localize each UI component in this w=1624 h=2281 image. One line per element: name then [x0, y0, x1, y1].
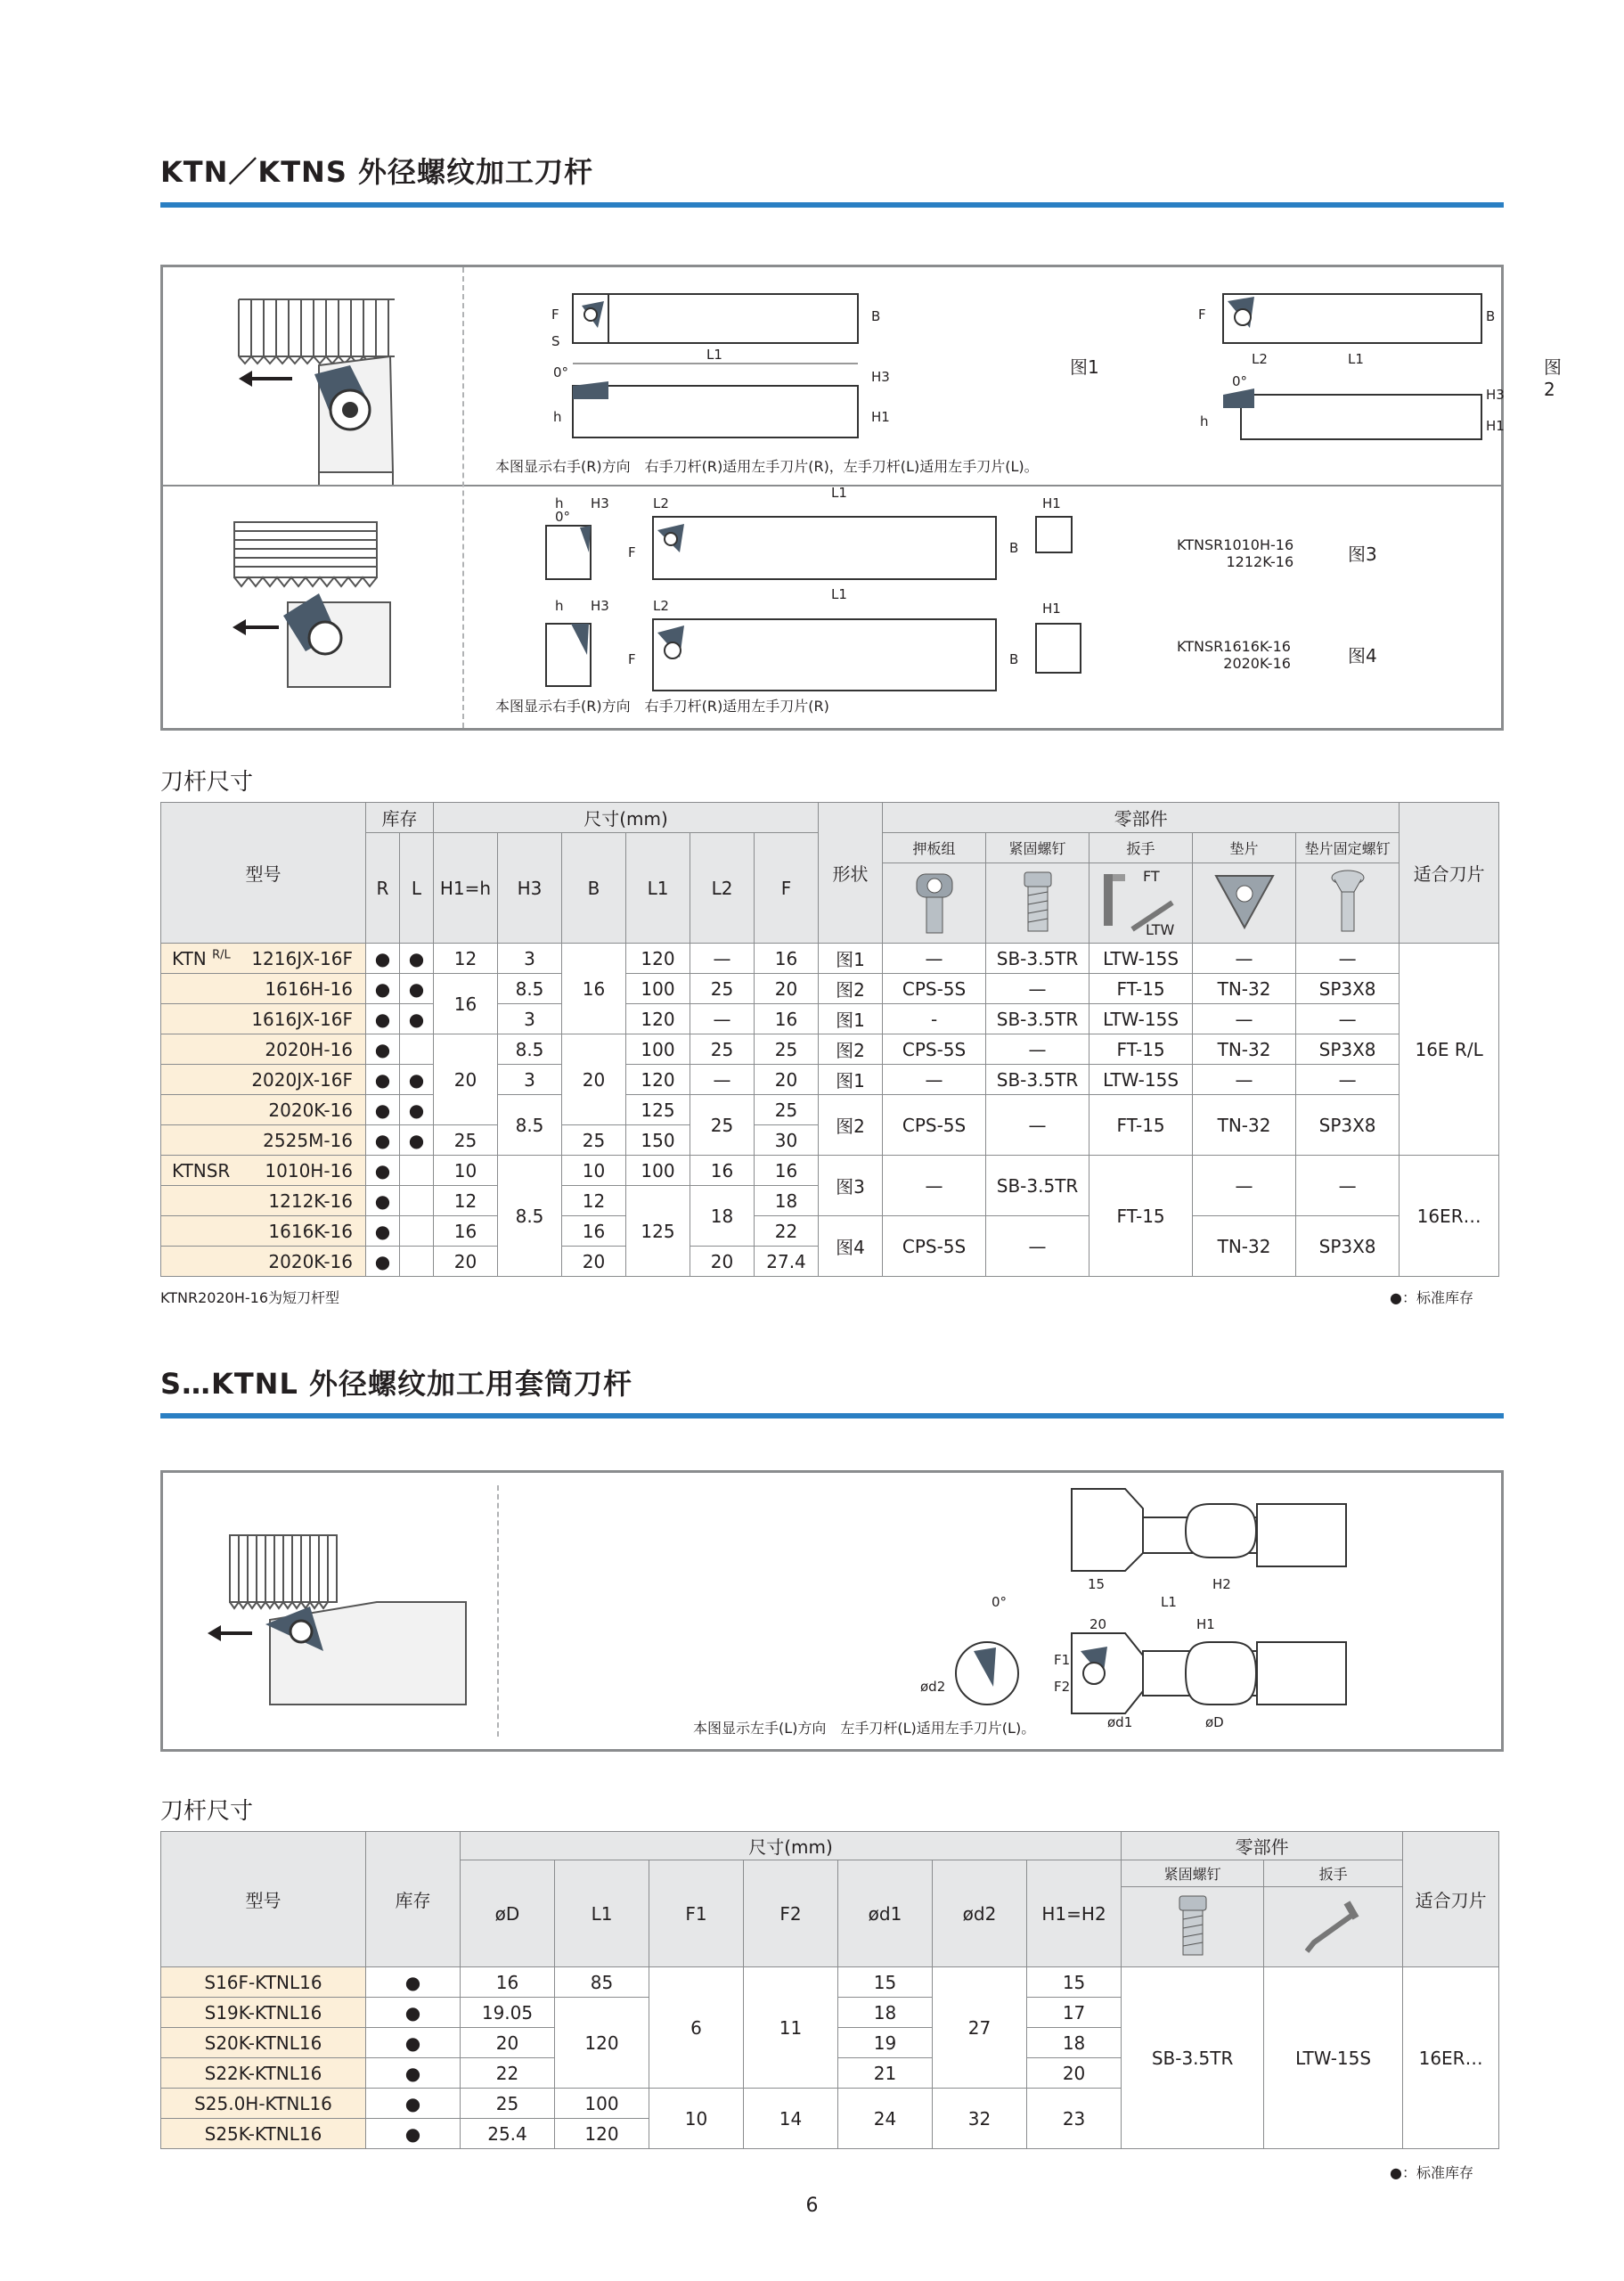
hdr-insert: 适合刀片	[1400, 803, 1499, 944]
svg-text:ød2: ød2	[920, 1679, 946, 1695]
svg-text:øD: øD	[1205, 1714, 1224, 1730]
fig2-drawing	[1187, 274, 1505, 466]
table1-note-right: ●：标准库存	[1390, 1289, 1473, 1306]
hdr-dims: 尺寸(mm)	[434, 803, 819, 833]
svg-text:ød1: ød1	[1107, 1714, 1133, 1730]
dim-h1b-label: H1	[1486, 418, 1505, 434]
dim-h-label: h	[553, 409, 562, 425]
svg-text:h: h	[555, 598, 564, 614]
dim-l1-label: L1	[706, 347, 722, 363]
table-row: 2020K-16 ● ● 8.5 125 25 25 图2 CPS-5S — FT-15 TN-32 SP3X8	[161, 1095, 1499, 1125]
svg-text:L2: L2	[653, 495, 669, 511]
section2-title: S…KTNL 外径螺纹加工用套筒刀杆	[160, 1367, 632, 1401]
hdr2-stock: 库存	[366, 1832, 461, 1967]
table-row: S25K-KTNL16 ● 25.4 120	[161, 2119, 1499, 2149]
svg-text:0°: 0°	[992, 1594, 1008, 1610]
svg-text:F: F	[628, 651, 636, 667]
table-row: S25.0H-KTNL16 ● 25 100 10 14 24 32 23	[161, 2089, 1499, 2119]
fig4-label: 图4	[1348, 645, 1377, 666]
shim-icon	[1193, 863, 1296, 944]
svg-text:20: 20	[1089, 1616, 1107, 1632]
wrench-icon-2	[1264, 1887, 1403, 1967]
ktn-spec-table: 型号 库存 尺寸(mm) 形状 零部件 适合刀片 R L H1=h H3 B L1 L2 F 押板组 紧固螺钉 扳手 垫片 垫片固定螺钉 FT LTW KTN $^{R/L}$ 1216JX-16F ● ● 12 3 16 120 — 16 图1 — SB-3.5TR LTW-15S — — 16E R/L 1616H-16 ● ● 16 8.5 100 25 20 图2 CPS-5S — FT-15 TN-32 SP3X8 1616JX-16F ● ● 3 120 — 16 图1 - SB-3.5TR LTW-15S — — 2020H-16 ● 20 8.5 20 100 25 25 图2 CPS-5S — FT-15 TN-32 SP3X8 2020JX-16F ● ● 3 120 — 20 图1 — SB-3.5TR LTW-15S — — 2020K-16 ● ● 8.5 125 25 25 图2 CPS-5S — FT-15 TN-32 SP3X8 2525M-16 ● ● 25 25 150 30 KTNSR 1010H-16 ● 10 8.5 10 100 16 16 图3 — SB-3.5TR FT-15 — — 16ER… 1212K-16 ● 12 12 125 18 18 1616K-16 ● 16 16 22 图4 CPS-5S — TN-32 SP3X8 2020K-16 ● 20 20 20 27.4	[160, 802, 1499, 1277]
section2-subtitle: 刀杆尺寸	[160, 1798, 254, 1825]
hdr-parts: 零部件	[883, 803, 1400, 833]
fig3-label: 图3	[1348, 544, 1377, 565]
fig3-models: KTNSR1010H-16 1212K-16	[1177, 536, 1294, 570]
hdr-shape: 形状	[819, 803, 883, 944]
svg-text:H2: H2	[1212, 1576, 1231, 1592]
svg-text:0°: 0°	[555, 509, 571, 525]
table-row: S20K-KTNL16 ● 20 19 18	[161, 2028, 1499, 2058]
svg-text:L2: L2	[653, 598, 669, 614]
svg-text:L1: L1	[1161, 1594, 1177, 1610]
section2-rule	[160, 1413, 1504, 1418]
table-row: 2020K-16 ● 20 20 20 27.4	[161, 1247, 1499, 1277]
hdr2-model: 型号	[161, 1832, 366, 1967]
clamp-screw-icon-2	[1122, 1887, 1264, 1967]
fig1-label: 图1	[1070, 356, 1099, 378]
dim-l1b-label: L1	[1348, 351, 1364, 367]
hdr2-parts: 零部件	[1122, 1832, 1403, 1860]
dim-b2-label: B	[1486, 308, 1496, 324]
fig1-drawing	[537, 274, 1036, 466]
sktnl-spec-table: 型号 库存 尺寸(mm) 零部件 适合刀片 øD L1 F1 F2 ød1 ød2 H1=H2 紧固螺钉 扳手 S16F-KTNL16 ● 16 85 6 11 15 27 15 SB-3.5TR LTW-15S 16ER… S19K-KTNL16 ● 19.05 120 18 17 S20K-KTNL16 ● 20 19 18 S22K-KTNL16 ● 22 21 20 S25.0H-KTNL16 ● 25 100 10 14 24 32 23 S25K-KTNL16 ● 25.4 120	[160, 1831, 1499, 2149]
insert-16er: 16ER…	[1400, 1156, 1499, 1277]
dim-s-label: S	[551, 333, 560, 349]
svg-text:LTW: LTW	[1145, 921, 1174, 938]
clamp-set-icon	[883, 863, 986, 944]
table-row: 2020JX-16F ● ● 3 120 — 20 图1 — SB-3.5TR LTW-15S — —	[161, 1065, 1499, 1095]
figure-box-sktnl	[160, 1470, 1504, 1752]
shim-screw-icon	[1296, 863, 1400, 944]
fig4-models: KTNSR1616K-16 2020K-16	[1177, 638, 1291, 672]
svg-text:F1: F1	[1054, 1652, 1071, 1668]
insert-16e: 16E R/L	[1400, 944, 1499, 1156]
page-number: 6	[805, 2195, 819, 2217]
table-row: 1616H-16 ● ● 16 8.5 100 25 20 图2 CPS-5S — FT-15 TN-32 SP3X8	[161, 974, 1499, 1004]
section1-subtitle: 刀杆尺寸	[160, 769, 254, 796]
caption-top: 本图显示右手(R)方向 右手刀杆(R)适用左手刀片(R)，左手刀杆(L)适用左手刀片(L)。	[495, 458, 1039, 475]
caption-bottom: 本图显示右手(R)方向 右手刀杆(R)适用左手刀片(R)	[495, 698, 829, 715]
svg-text:H3: H3	[591, 598, 609, 614]
table-row: 2525M-16 ● ● 25 25 150 30	[161, 1125, 1499, 1156]
dim-zero2-label: 0°	[1232, 373, 1248, 389]
section1-title: KTN／KTNS 外径螺纹加工刀杆	[160, 155, 594, 189]
svg-text:H3: H3	[591, 495, 609, 511]
table-row: 1616K-16 ● 16 16 22 图4 CPS-5S — TN-32 SP3X8	[161, 1216, 1499, 1247]
svg-text:H1: H1	[1042, 495, 1061, 511]
dim-h3-label: H3	[871, 369, 890, 385]
sleeve-holder-drawing	[698, 1473, 1375, 1731]
svg-text:h: h	[555, 495, 564, 511]
hdr2-insert: 适合刀片	[1403, 1832, 1499, 1967]
table-row: 2020H-16 ● 20 8.5 20 100 25 25 图2 CPS-5S — FT-15 TN-32 SP3X8	[161, 1034, 1499, 1065]
dim-f-label: F	[551, 307, 559, 323]
wrench-icon	[1089, 863, 1193, 944]
figure-box-ktn	[160, 265, 1562, 731]
table-row: KTNSR 1010H-16 ● 10 8.5 10 100 16 16 图3 — SB-3.5TR FT-15 — — 16ER…	[161, 1156, 1499, 1186]
clamp-screw-icon	[986, 863, 1089, 944]
svg-text:B: B	[1009, 651, 1019, 667]
dim-h3b-label: H3	[1486, 387, 1505, 403]
dim-zero-label: 0°	[553, 364, 569, 380]
table-row: 1616JX-16F ● ● 3 120 — 16 图1 - SB-3.5TR LTW-15S — —	[161, 1004, 1499, 1034]
table-row: S19K-KTNL16 ● 19.05 120 18 17	[161, 1998, 1499, 2028]
svg-text:15: 15	[1088, 1576, 1106, 1592]
svg-text:L1: L1	[831, 485, 847, 501]
fig3-fig4-drawing	[519, 485, 1161, 695]
hdr-stock: 库存	[366, 803, 434, 833]
svg-text:H1: H1	[1042, 601, 1061, 617]
dim-b-label: B	[871, 308, 881, 324]
svg-text:H1: H1	[1196, 1616, 1215, 1632]
svg-text:F2: F2	[1054, 1679, 1071, 1695]
svg-text:FT: FT	[1142, 868, 1160, 885]
table-row: S16F-KTNL16 ● 16 85 6 11 15 27 15 SB-3.5TR LTW-15S 16ER…	[161, 1967, 1499, 1998]
svg-text:F: F	[628, 544, 636, 560]
threading-illustration-bottom	[163, 486, 462, 728]
hdr-model: 型号	[161, 803, 366, 944]
section2-caption: 本图显示左手(L)方向 左手刀杆(L)适用左手刀片(L)。	[693, 1720, 1036, 1737]
dim-f2-label: F	[1198, 307, 1206, 323]
table-row: KTN $^{R/L}$ 1216JX-16F ● ● 12 3 16 120 — 16 图1 — SB-3.5TR LTW-15S — — 16E R/L	[161, 944, 1499, 974]
section1-rule	[160, 202, 1504, 208]
table2-note-right: ●：标准库存	[1390, 2164, 1473, 2181]
sleeve-threading-illustration	[163, 1473, 497, 1749]
dim-h1-label: H1	[871, 409, 890, 425]
svg-text:L1: L1	[831, 586, 847, 602]
svg-text:B: B	[1009, 540, 1019, 556]
dim-h2-label: h	[1200, 413, 1209, 429]
dim-l2-label: L2	[1252, 351, 1268, 367]
fig2-label: 图2	[1544, 356, 1562, 400]
table-row: S22K-KTNL16 ● 22 21 20	[161, 2058, 1499, 2089]
hdr2-dims: 尺寸(mm)	[461, 1832, 1122, 1860]
table-row: 1212K-16 ● 12 12 125 18 18	[161, 1186, 1499, 1216]
table1-note-left: KTNR2020H-16为短刀杆型	[160, 1289, 339, 1306]
